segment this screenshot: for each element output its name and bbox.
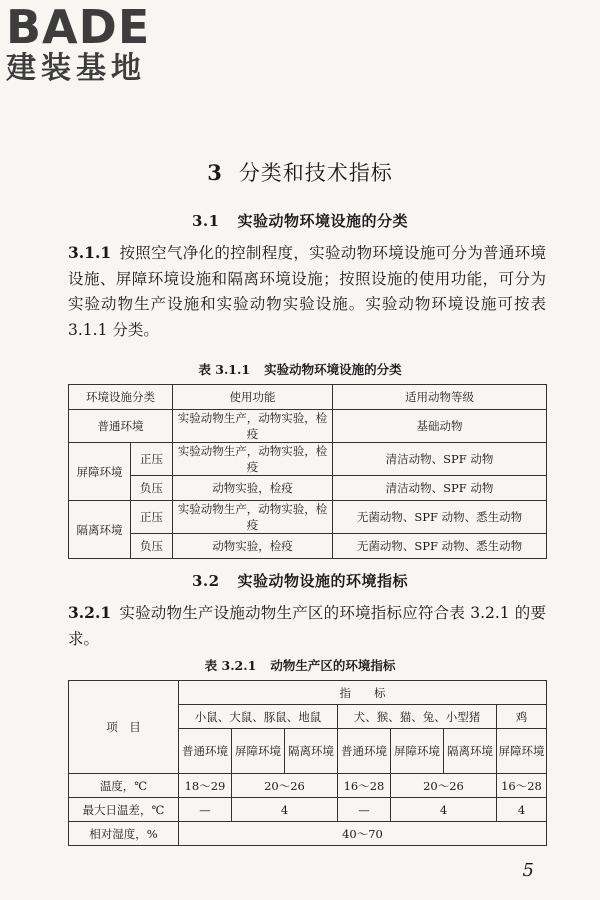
table-row bbox=[69, 822, 547, 846]
table-row bbox=[69, 774, 547, 798]
page-number: 5 bbox=[522, 860, 534, 881]
chapter-title bbox=[0, 157, 600, 187]
table-caption-text: 动物生产区的环境指标 bbox=[270, 658, 396, 673]
table-cell: 隔离环境 bbox=[69, 501, 131, 559]
table-3-1-1 bbox=[68, 384, 547, 559]
table-cell: 正压 bbox=[131, 443, 173, 476]
table-3-2-1-caption bbox=[0, 656, 600, 674]
table-row bbox=[69, 476, 547, 501]
table-row bbox=[69, 501, 547, 534]
table-cell: — bbox=[179, 798, 232, 822]
table-cell: 18～29 bbox=[179, 774, 232, 798]
table-cell: 实验动物生产，动物实验，检疫 bbox=[173, 410, 333, 443]
table-cell: 4 bbox=[391, 798, 497, 822]
section-3-2-heading bbox=[0, 570, 600, 591]
env-header: 屏障环境 bbox=[232, 729, 285, 774]
table-cell: 动物实验，检疫 bbox=[173, 476, 333, 501]
table-cell: 实验动物生产，动物实验，检疫 bbox=[173, 443, 333, 476]
section-number: 3.2 bbox=[191, 572, 220, 590]
table-cell: 16～28 bbox=[497, 774, 547, 798]
table-cell: 负压 bbox=[131, 476, 173, 501]
header-cell: 使用功能 bbox=[173, 385, 333, 410]
row-label: 相对湿度，% bbox=[69, 822, 179, 846]
clause-3-1-1 bbox=[68, 240, 546, 343]
logo-brand: BADE bbox=[6, 0, 151, 54]
header-cell: 环境设施分类 bbox=[69, 385, 173, 410]
table-cell: 动物实验，检疫 bbox=[173, 534, 333, 559]
indicator-header: 指 标 bbox=[179, 681, 547, 705]
table-cell: 无菌动物、SPF 动物、悉生动物 bbox=[333, 534, 547, 559]
chapter-number: 3 bbox=[207, 160, 223, 185]
table-caption-text: 实验动物环境设施的分类 bbox=[264, 362, 402, 377]
section-3-1-heading bbox=[0, 210, 600, 231]
table-cell: 正压 bbox=[131, 501, 173, 534]
env-header: 隔离环境 bbox=[444, 729, 497, 774]
table-cell: 实验动物生产，动物实验，检疫 bbox=[173, 501, 333, 534]
table-cell: 20～26 bbox=[232, 774, 338, 798]
table-3-1-1-caption bbox=[0, 360, 600, 378]
logo-subtitle: 建装基地 bbox=[6, 51, 146, 86]
table-cell: 16～28 bbox=[338, 774, 391, 798]
table-cell: 屏障环境 bbox=[69, 443, 131, 501]
table-cell: 40～70 bbox=[179, 822, 547, 846]
clause-text: 实验动物生产设施动物生产区的环境指标应符合表 3.2.1 的要求。 bbox=[68, 604, 546, 648]
table-cell: 清洁动物、SPF 动物 bbox=[333, 443, 547, 476]
env-header: 屏障环境 bbox=[391, 729, 444, 774]
table-cell: 无菌动物、SPF 动物、悉生动物 bbox=[333, 501, 547, 534]
section-number: 3.1 bbox=[191, 212, 220, 230]
env-header: 普通环境 bbox=[338, 729, 391, 774]
chapter-title-text: 分类和技术指标 bbox=[238, 161, 393, 185]
group-header: 鸡 bbox=[497, 705, 547, 729]
logo bbox=[6, 2, 150, 86]
table-row bbox=[69, 798, 547, 822]
table-row bbox=[69, 534, 547, 559]
table-row bbox=[69, 443, 547, 476]
table-cell: 4 bbox=[497, 798, 547, 822]
table-cell: 清洁动物、SPF 动物 bbox=[333, 476, 547, 501]
env-header: 普通环境 bbox=[179, 729, 232, 774]
clause-number: 3.2.1 bbox=[68, 603, 112, 622]
row-label: 最大日温差，℃ bbox=[69, 798, 179, 822]
table-cell: 负压 bbox=[131, 534, 173, 559]
table-cell: — bbox=[338, 798, 391, 822]
table-header-row bbox=[69, 681, 547, 705]
clause-number: 3.1.1 bbox=[68, 243, 112, 262]
group-header: 犬、猴、猫、兔、小型猪 bbox=[338, 705, 497, 729]
clause-3-2-1 bbox=[68, 600, 546, 652]
clause-text: 按照空气净化的控制程度，实验动物环境设施可分为普通环境设施、屏障环境设施和隔离环境设施；按照设施的使用功能，可分为实验动物生产设施和实验动物实验设施。实验动物环境设施可按表 3.1.1 分类。 bbox=[68, 244, 546, 339]
table-number: 表 3.2.1 bbox=[204, 658, 257, 673]
table-cell: 普通环境 bbox=[69, 410, 173, 443]
item-header: 项 目 bbox=[69, 681, 179, 774]
env-header: 屏障环境 bbox=[497, 729, 547, 774]
section-title: 实验动物设施的环境指标 bbox=[237, 572, 409, 590]
table-3-2-1 bbox=[68, 680, 547, 846]
section-title: 实验动物环境设施的分类 bbox=[237, 212, 409, 230]
header-cell: 适用动物等级 bbox=[333, 385, 547, 410]
table-cell: 20～26 bbox=[391, 774, 497, 798]
table-cell: 4 bbox=[232, 798, 338, 822]
table-row bbox=[69, 410, 547, 443]
table-header-row bbox=[69, 385, 547, 410]
group-header: 小鼠、大鼠、豚鼠、地鼠 bbox=[179, 705, 338, 729]
row-label: 温度，℃ bbox=[69, 774, 179, 798]
env-header: 隔离环境 bbox=[285, 729, 338, 774]
table-cell: 基础动物 bbox=[333, 410, 547, 443]
table-number: 表 3.1.1 bbox=[198, 362, 251, 377]
